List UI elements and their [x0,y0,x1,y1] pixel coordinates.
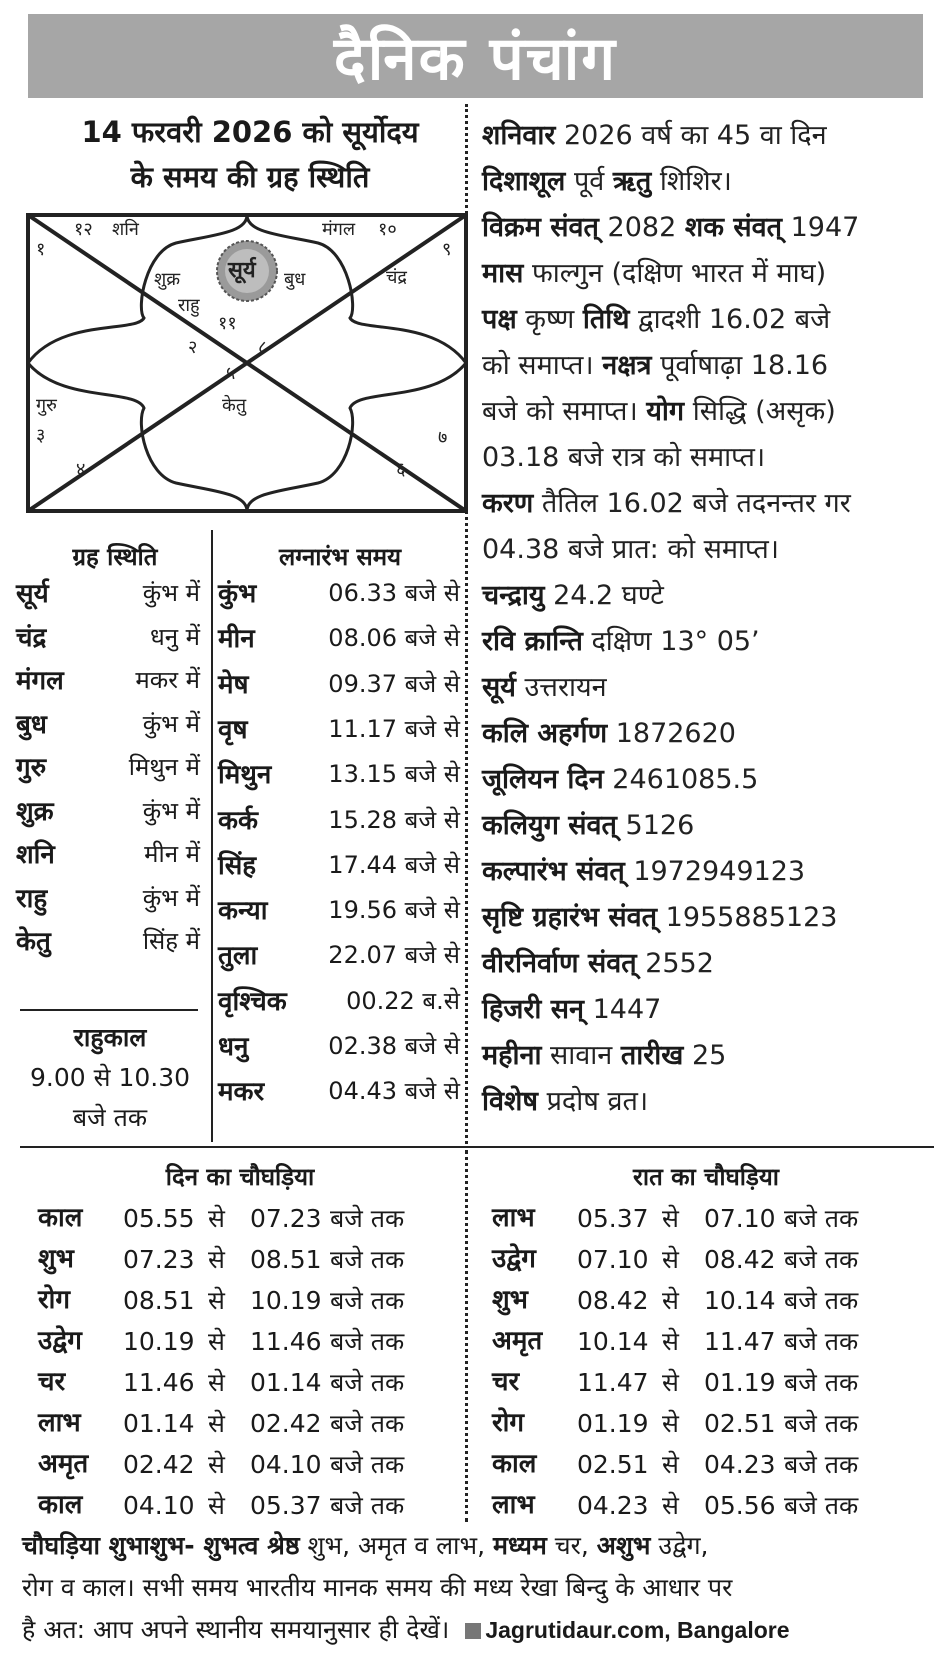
graha-heading: ग्रह स्थिति [72,543,158,571]
lagna-heading: लग्नारंभ समय [278,543,402,571]
detail-key: तिथि [582,304,630,335]
detail-value: 1947 [782,212,860,243]
detail-value: बजे को समाप्त। [482,396,647,427]
page-title: दैनिक पंचांग [333,24,618,94]
choghadiya-name: काल [492,1449,537,1479]
graha-name: राहु [16,883,48,914]
detail-key: ऋतु [612,166,652,197]
detail-line [482,389,942,435]
house-11-num: ११ [218,313,237,334]
lagna-time: 17.44 बजे से [328,850,460,879]
graha-position: कुंभ में [142,796,200,825]
choghadiya-until: बजे तक [330,1204,405,1233]
detail-value: 2461085.5 [603,764,759,795]
detail-key: हिजरी सन् [482,994,585,1025]
graha-position: सिंह में [142,927,200,955]
detail-line [482,941,942,987]
choghadiya-from: 01.19 [577,1409,649,1438]
lagna-time: 13.15 बजे से [328,760,460,789]
choghadiya-from: 02.42 [123,1450,195,1479]
detail-key: विक्रम संवत् [482,212,599,243]
detail-line [482,113,942,159]
detail-line [482,849,942,895]
house-8-num: ८ [258,337,268,358]
footer-line3-text: है अत: आप अपने स्थानीय समयानुसार ही देखें। [22,1615,450,1644]
detail-value: प्रदोष व्रत। [537,1086,649,1117]
lagna-name: वृश्चिक [218,986,287,1017]
detail-value: 04.38 बजे प्रात: को समाप्त। [482,534,779,565]
lagna-name: मकर [218,1077,265,1108]
house-4-num: ४ [76,459,86,480]
choghadiya-name: चर [38,1367,66,1397]
choghadiya-se: से [208,1286,225,1315]
choghadiya-until: बजे तक [784,1491,859,1520]
lagna-time: 19.56 बजे से [328,896,460,925]
choghadiya-name: रोग [38,1285,71,1315]
detail-line [482,527,942,573]
graha-position: मीन में [144,840,200,868]
choghadiya-se: से [662,1409,679,1438]
lagna-time: 22.07 बजे से [328,941,460,970]
choghadiya-from: 05.55 [123,1204,195,1233]
choghadiya-until: बजे तक [330,1491,405,1520]
choghadiya-to: 07.10 [704,1204,776,1233]
detail-line [482,987,942,1033]
detail-value: सावान [541,1040,621,1071]
house-11-planet-budh: बुध [284,269,306,290]
day-choghadiya-heading: दिन का चौघड़िया [165,1163,315,1191]
detail-value: को समाप्त। [482,350,603,381]
detail-line [482,619,942,665]
graha-position: कुंभ में [142,579,200,607]
choghadiya-from: 07.23 [123,1245,195,1274]
rahukaal-until: बजे तक [72,1103,148,1132]
graha-name: मंगल [16,666,64,696]
choghadiya-until: बजे तक [330,1327,405,1356]
detail-value: द्वादशी 16.02 बजे [629,304,831,335]
lagna-name: मिथुन [218,760,272,791]
detail-value: तैतिल 16.02 बजे तदनन्तर गर [533,488,851,519]
choghadiya-until: बजे तक [330,1245,405,1274]
detail-line [482,159,942,205]
house-6-num: ६ [396,459,406,480]
detail-line [482,481,942,527]
detail-line [482,1079,942,1125]
rahukaal-box [20,1018,200,1138]
choghadiya-name: लाभ [492,1203,535,1233]
footer-k2: मध्यम [493,1531,547,1560]
detail-line [482,343,942,389]
choghadiya-to: 01.19 [704,1368,776,1397]
lagna-time: 11.17 बजे से [328,714,460,743]
choghadiya-name: काल [38,1203,83,1233]
choghadiya-until: बजे तक [330,1368,405,1397]
choghadiya-name: अमृत [38,1449,89,1479]
choghadiya-se: से [662,1450,679,1479]
choghadiya-from: 11.46 [123,1368,195,1397]
detail-key: शनिवार [482,120,556,151]
choghadiya-se: से [208,1368,225,1397]
house-3-num: ३ [36,425,46,446]
lagna-time: 15.28 बजे से [328,805,460,834]
detail-key: महीना [482,1040,542,1071]
kundli-chart [26,213,468,513]
choghadiya-row [492,1403,922,1444]
choghadiya-until: बजे तक [784,1368,859,1397]
lagna-name: वृष [218,714,248,745]
detail-key: सूर्य [482,672,516,703]
detail-value: 1955885123 [657,902,838,933]
footer-v1: शुभ, अमृत व लाभ, [299,1531,493,1560]
choghadiya-from: 08.42 [577,1286,649,1315]
lagna-name: कन्या [218,896,268,927]
choghadiya-from: 08.51 [123,1286,195,1315]
house-12-num: १२ [74,219,93,240]
detail-line [482,297,942,343]
choghadiya-until: बजे तक [784,1409,859,1438]
choghadiya-until: बजे तक [784,1245,859,1274]
graha-name: सूर्य [16,579,49,609]
choghadiya-row [38,1280,468,1321]
graha-position: कुंभ में [142,883,200,912]
house-7-num: ७ [438,427,448,448]
choghadiya-se: से [662,1204,679,1233]
choghadiya-from: 10.14 [577,1327,649,1356]
detail-value: 24.2 घण्टे [544,580,664,611]
detail-line [482,803,942,849]
choghadiya-name: लाभ [492,1490,535,1520]
house-2-num: २ [188,337,198,358]
graha-position: मिथुन में [128,753,200,781]
house-10-num: १० [378,219,397,240]
footer-line3 [22,1609,937,1651]
lagna-name: सिंह [218,850,257,881]
detail-value: 2552 [636,948,714,979]
lagna-time: 09.37 बजे से [328,669,460,698]
choghadiya-to: 11.46 [250,1327,322,1356]
detail-key: वीरनिर्वाण संवत् [482,948,637,979]
house-11-planet-surya: सूर्य [228,258,256,283]
detail-key: दिशाशूल [482,166,566,197]
choghadiya-se: से [208,1327,225,1356]
graha-name: केतु [16,927,51,957]
detail-value: सिद्धि (असृक) [684,396,836,427]
lagna-time: 08.06 बजे से [328,624,460,653]
detail-line [482,435,942,481]
graha-lagna-divider [211,530,213,1142]
choghadiya-se: से [208,1409,225,1438]
choghadiya-name: शुभ [492,1285,528,1315]
rahukaal-time: 9.00 से 10.30 [29,1063,191,1092]
house-5-num: ५ [226,363,236,384]
choghadiya-name: चर [492,1367,520,1397]
lagna-name: तुला [218,941,258,972]
choghadiya-until: बजे तक [330,1409,405,1438]
choghadiya-row [38,1444,468,1485]
detail-line [482,757,942,803]
detail-value: पूर्वाषाढ़ा 18.16 [651,350,829,381]
lagna-name: कुंभ [218,579,257,609]
center-divider [465,104,468,1144]
choghadiya-row [492,1444,922,1485]
detail-line [482,711,942,757]
house-11-planet-rahu: राहु [178,295,200,316]
choghadiya-row [38,1403,468,1444]
detail-key: चन्द्रायु [482,580,545,611]
choghadiya-to: 02.42 [250,1409,322,1438]
lagna-name: धनु [218,1032,249,1062]
choghadiya-se: से [208,1450,225,1479]
choghadiya-row [38,1321,468,1362]
house-10-planet: मंगल [322,219,356,240]
rahukaal-heading: राहुकाल [73,1023,147,1052]
house-1-num: १ [36,239,46,260]
house-11-planet-shukra: शुक्र [154,269,181,290]
house-9-planet: चंद्र [386,267,407,288]
lagna-name: मीन [218,624,255,655]
night-choghadiya-heading: रात का चौघड़िया [633,1163,779,1191]
choghadiya-to: 05.37 [250,1491,322,1520]
lagna-time: 00.22 ब.से [346,986,460,1015]
choghadiya-name: अमृत [492,1326,543,1356]
choghadiya-to: 11.47 [704,1327,776,1356]
detail-key: नक्षत्र [602,350,652,381]
footer-k3: अशुभ [596,1531,651,1560]
graha-name: गुरु [16,753,47,783]
choghadiya-se: से [662,1286,679,1315]
detail-line [482,895,942,941]
detail-value: दक्षिण 13° 05’ [582,626,760,657]
square-icon [465,1623,481,1639]
graha-name: शनि [16,840,55,870]
detail-value: 03.18 बजे रात्र को समाप्त। [482,442,766,473]
lagna-time: 04.43 बजे से [328,1077,460,1106]
detail-key: विशेष [482,1086,538,1117]
choghadiya-row [38,1198,468,1239]
footer-note [22,1525,937,1651]
detail-key: योग [646,396,685,427]
choghadiya-name: उद्वेग [492,1244,536,1274]
graha-name: बुध [16,709,47,740]
choghadiya-from: 07.10 [577,1245,649,1274]
footer-v3: उद्वेग, [650,1531,709,1560]
detail-key: सृष्टि ग्रहारंभ संवत् [482,902,658,933]
panchang-details [482,113,942,1125]
detail-value: 1447 [584,994,662,1025]
footer-k1: चौघड़िया शुभाशुभ- शुभत्व श्रेष्ठ [22,1531,300,1560]
choghadiya-to: 04.23 [704,1450,776,1479]
detail-value: शिशिर। [651,166,732,197]
house-3-planet: गुरु [36,395,57,416]
choghadiya-to: 08.42 [704,1245,776,1274]
detail-key: कल्पारंभ संवत् [482,856,625,887]
choghadiya-from: 01.14 [123,1409,195,1438]
detail-line [482,1033,942,1079]
choghadiya-from: 10.19 [123,1327,195,1356]
choghadiya-to: 08.51 [250,1245,322,1274]
choghadiya-se: से [208,1204,225,1233]
lagna-time: 02.38 बजे से [328,1032,460,1060]
choghadiya-se: से [662,1245,679,1274]
header-banner [28,14,923,98]
footer-v2: चर, [546,1531,597,1560]
choghadiya-to: 10.14 [704,1286,776,1315]
graha-name: शुक्र [16,796,54,827]
choghadiya-until: बजे तक [784,1204,859,1233]
choghadiya-se: से [208,1491,225,1520]
choghadiya-from: 04.23 [577,1491,649,1520]
choghadiya-se: से [208,1245,225,1274]
choghadiya-to: 04.10 [250,1450,322,1479]
graha-position: कुंभ में [142,709,200,738]
detail-value: कृष्ण [516,304,583,335]
choghadiya-se: से [662,1368,679,1397]
detail-key: तारीख [620,1040,684,1071]
choghadiya-from: 04.10 [123,1491,195,1520]
choghadiya-until: बजे तक [784,1286,859,1315]
lagna-name: मेष [218,669,249,700]
footer-line1 [22,1525,937,1567]
choghadiya-to: 05.56 [704,1491,776,1520]
detail-value: 2082 [598,212,685,243]
chart-title-line2: के समय की ग्रह स्थिति [130,160,370,194]
detail-value: 25 [683,1040,727,1071]
choghadiya-until: बजे तक [330,1286,405,1315]
house-12-planet: शनि [112,219,139,240]
choghadiya-row [38,1239,468,1280]
choghadiya-row [38,1362,468,1403]
choghadiya-to: 07.23 [250,1204,322,1233]
detail-key: करण [482,488,534,519]
site-name: Jagrutidaur.com, Bangalore [485,1617,790,1643]
detail-value: 1872620 [607,718,736,749]
choghadiya-row [492,1362,922,1403]
detail-value: फाल्गुन (दक्षिण भारत में माघ) [523,258,827,289]
house-9-num: ९ [442,239,452,260]
choghadiya-from: 05.37 [577,1204,649,1233]
detail-line [482,665,942,711]
chart-title [30,110,470,200]
choghadiya-se: से [662,1327,679,1356]
choghadiya-to: 01.14 [250,1368,322,1397]
graha-name: चंद्र [16,622,47,653]
choghadiya-row [38,1485,468,1526]
detail-key: पक्ष [482,304,517,335]
chart-title-line1: 14 फरवरी 2026 को सूर्योदय [81,115,419,149]
choghadiya-until: बजे तक [784,1327,859,1356]
detail-value: 1972949123 [624,856,806,887]
choghadiya-to: 10.19 [250,1286,322,1315]
choghadiya-row [492,1321,922,1362]
site-credit [465,1615,789,1644]
lagna-name: कर्क [218,805,258,836]
choghadiya-row [492,1485,922,1526]
graha-position: धनु में [149,622,200,651]
choghadiya-name: शुभ [38,1244,74,1274]
choghadiya-row [492,1198,922,1239]
choghadiya-divider [20,1146,934,1148]
detail-line [482,205,942,251]
detail-line [482,573,942,619]
detail-value: पूर्व [565,166,613,197]
lagna-time: 06.33 बजे से [328,579,460,607]
detail-key: रवि क्रान्ति [482,626,583,657]
choghadiya-row [492,1280,922,1321]
detail-value: 5126 [616,810,695,841]
choghadiya-name: रोग [492,1408,525,1438]
choghadiya-to: 02.51 [704,1409,776,1438]
house-5-planet: केतु [222,395,247,416]
detail-key: कलियुग संवत् [482,810,617,841]
detail-key: मास [482,258,524,289]
choghadiya-until: बजे तक [330,1450,405,1479]
detail-key: जूलियन दिन [482,764,604,795]
choghadiya-name: लाभ [38,1408,81,1438]
choghadiya-row [492,1239,922,1280]
detail-value: 2026 वर्ष का 45 वा दिन [555,120,827,151]
choghadiya-name: उद्वेग [38,1326,82,1356]
detail-value: उत्तरायन [515,672,607,703]
choghadiya-name: काल [38,1490,83,1520]
choghadiya-until: बजे तक [784,1450,859,1479]
detail-line [482,251,942,297]
choghadiya-from: 11.47 [577,1368,649,1397]
rahukaal-divider [20,1009,198,1011]
choghadiya-se: से [662,1491,679,1520]
detail-key: शक संवत् [684,212,782,243]
footer-line2: रोग व काल। सभी समय भारतीय मानक समय की मध्य रेखा बिन्दु के आधार पर [22,1573,733,1602]
choghadiya-from: 02.51 [577,1450,649,1479]
graha-position: मकर में [135,666,200,694]
detail-key: कलि अहर्गण [482,718,608,749]
